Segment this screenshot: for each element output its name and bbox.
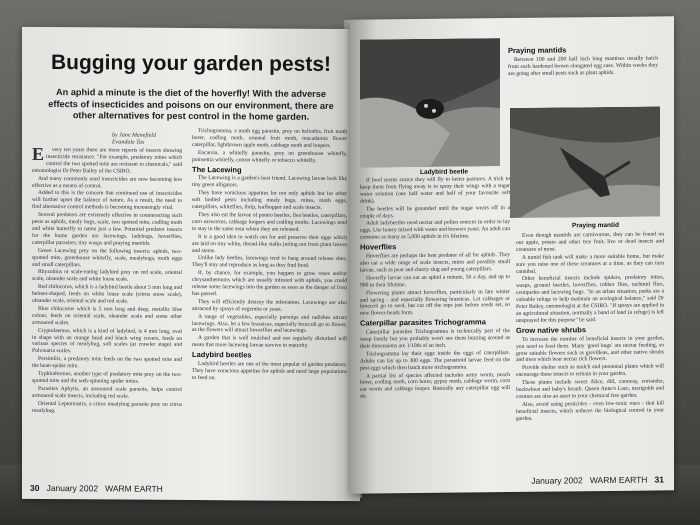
paragraph: To increase the number of beneficial insects in your garden, you need to feed them. Many 'good bugs' are nectar feeding, so grow suitable flowers such as grevilleas, and other native shrubs and trees which bear nectar rich flowers. — [516, 335, 664, 364]
footer-page-number: 30 — [30, 482, 40, 493]
paragraph: They also eat the larvae of potato beetles, flea beetles, caterpillars, corn earworms, cabbage loopers and codling moths. Lacewings tend to stay in the same area where they are released. — [192, 212, 347, 233]
paragraph: Adult ladybeetles need nectar and pollen sources in order to lay eggs. Use honey mixed with water and brewers yeast. An adult can consume as many as 5,000 aphids in it's lifetime. — [360, 219, 510, 241]
paragraph: A range of vegetables, especially parsnips and radishes attract lacewings. Also, let a few brassicas, especially broccoli go to flower, as the flowers will attract hoverflies and lacewings. — [192, 313, 347, 335]
paragraph: Green Lacewing prey on the following insects: aphids, two-spotted mite, greenhouse whitefly, scale, mealybugs, moth eggs and small caterpillars. — [32, 247, 182, 268]
paragraph: Persimilis, a predatory mite feeds on the two spotted mite and the bean spider mite. — [32, 356, 182, 370]
heading-hoverflies: Hoverflies — [360, 242, 397, 252]
ladybird-beetle-photo — [360, 38, 500, 167]
paragraph: very ten years there are more reports of insects showing insecticide resistance. "For example, predatory mites which control the two spotted mite are resistant to chemicals," said entomologist Dr Peter Bailey of the CSIRO. — [32, 147, 182, 175]
paragraph: It is a good idea to watch out for and preserve their eggs which are laid on tiny white, thread-like stalks jutting out from plant leaves and stems. — [192, 233, 347, 254]
heading-praying-mantids: Praying mantids — [508, 45, 567, 56]
heading-grow-native-shrubs: Grow native shrubs — [516, 325, 587, 335]
paragraph: If, by chance, for example, you happen to grow roses and/or chrysanthemums which are usually infested with aphids, you could release some lacewings into the garden as soon as the danger of frost has passed. — [192, 270, 347, 298]
paragraph: If food seems scarce they will fly to better pastures. A trick to keep them from flying away is to spray their wings with a sugar water solution (one half water and half of your favourite soft drink). — [360, 176, 510, 205]
paragraph: Blue chilocorus which is 5 mm long and deep, metallic blue colour, feeds on oriental scale, oleander scale and some other armoured scales. — [32, 305, 182, 326]
article-deck: An aphid a minute is the diet of the hoverfly! With the adverse effects of insecticides and poisons on our environment, there are other alternatives for pest control in the home garden. — [48, 87, 334, 122]
paragraph: The Lacewing is a garden's best friend. Lacewing larvae look like tiny green alligators. — [192, 175, 347, 189]
article-title: Bugging your garden pests! — [50, 51, 331, 76]
paragraph: Parasites Aphytis, an armoured scale parasite, helps control armoured scale insects, including red scale. — [32, 385, 182, 400]
left-column-1: E very ten years there are more reports of insects showing insecticide resistance. "For example, predatory mites which control the two spotted mite are resistant to chemicals," said entomologist Dr Peter Bailey of the CSIRO. And many commonly used insecticides are now becoming less effective as a means of control. Added to this is the concern that continued use of insecticides will further upset the balance of nature. As a result, the need to find alternative control methods is becoming increasingly vital. Several predators are extremely effective in counteracting such pests as aphids, mealy bugs, scale, two spotted mite, codling moth and white butterfly to name just a few. Potential predator insects for the home garden are lacewings, ladybugs, hoverflies, caterpillar parasites, tiny wasps and praying mantids. Green Lacewing prey on the following insects: aphids, two-spotted mite, greenhouse whitefly, scale, mealybugs, moth eggs and small caterpillars. Rhyzobius or scale-eating ladybird prey on red scale, oriental scale, oleander scale and white louse scale. Red chilocorus, which is a ladybird beetle about 5 mm long and helmet-shaped, feeds on white louse scale (citrus snow scale), oleander scale, oriental scale and red scale. Blue chilocorus which is 5 mm long and deep, metallic blue colour, feeds on oriental scale, oleander scale and some other armoured scales. Cryptolaemus, which is a kind of ladybird, is 4 mm long, oval in shape with an orange head and black wing covers, feeds on various species of mealybug, soft scales (at crawler stage) and Pulvinaria scales. Persimilis, a predatory mite feeds on the two spotted mite and the bean spider mite. Typhlodromus, another type of predatory mite prey on the two-spotted mite and the web-spinning spider mites. Parasites Aphytis, an armoured scale parasite, helps control armoured scale insects, including red scale. Oriental Leptomastix, a citrus mealybug parasite prey on citrus mealybug. — [32, 143, 182, 414]
footer-date: January 2002 — [531, 475, 583, 486]
paragraph: Trichogramma lay their eggs inside the eggs of caterpillars. Adults can lay up to 300 eggs. The parasitoid larvae feed on the pest eggs which then hatch more trichogramma. — [360, 349, 510, 372]
byline-author: by Jane Menefield — [112, 132, 156, 139]
paragraph: The beetles will be grounded until the sugar wears off in a couple of days. — [360, 204, 510, 220]
paragraph: And many commonly used insecticides are now becoming less effective as a means of control. — [32, 175, 182, 189]
paragraph: A garden that is well mulched and not regularly disturbed will mean that more lacewing larvae survive to maturity. — [192, 335, 347, 350]
heading-lacewing: The Lacewing — [192, 164, 242, 174]
paragraph: A partial list of species affected includes army worm, peach borer, codling moth, corn borer, gypsy moth, cabbage worm, corn ear worm and cabbage looper. Basically any caterpillar egg will do. — [360, 371, 510, 400]
caption-ladybird-beetle: Ladybird beetle — [420, 168, 469, 176]
paragraph: Red chilocorus, which is a ladybird beetle about 5 mm long and helmet-shaped, feeds on white louse scale (citrus snow scale), oleander scale, oriental scale and red scale. — [32, 284, 182, 305]
paragraph: Encarsia, a whitefly parasite, prey on greenhouse whitefly, poinsettia whitefly, cotton whitefly or tobacco whitefly. — [192, 149, 347, 164]
paragraph: Hoverflies are perhaps the best predator of all for aphids. They also eat a wide range of scale insects, mites and possibly small larvae, such as pear and cherry slug and young caterpillars. — [360, 252, 510, 274]
paragraph: These plants include sweet Alice, dill, caraway, coriander, buckwheat and baby's breath. Queen Anne's Lace, marigolds and cosmos are also an asset to your chemical free garden. — [516, 378, 664, 400]
left-page — [22, 27, 360, 501]
paragraph: Unlike lady beetles, lacewings tend to hang around release sites. They'll stay and reproduce as long as they find food. — [192, 255, 347, 270]
footer-magazine: WARM EARTH — [105, 483, 163, 494]
paragraph: Typhlodromus, another type of predatory mite prey on the two-spotted mite and the web-spinning spider mites. — [32, 371, 182, 385]
right-column-1 — [360, 176, 510, 472]
paragraph: Also, avoid using pesticides - even low-toxic ones - that kill beneficial insects, which reduces the biological control in your garden. — [516, 400, 664, 422]
footer-magazine: WARM EARTH — [589, 474, 648, 486]
byline — [112, 132, 156, 146]
paragraph: Even though mantids are carnivorous, they can be found on our apple, potato and other tree fruit, live or dead insects and creatures of most. — [516, 231, 664, 253]
paragraph: Other beneficial insects include spiders, predatory mites, wasps, ground beetles, hoverflies, robber flies, tachinid flies, centipedes and lacewing bugs. "In an urban situation, parks are a valuable refuge to help maintain an ecological balance," said Dr Peter Bailey, entomologist at the CSIRO. "If sprays are applied in an agricultural situation, normally a band of land (a refuge) is left unsprayed for this purpose" he said. — [516, 274, 664, 324]
paragraph: Cryptolaemus, which is a kind of ladybird, is 4 mm long, oval in shape with an orange head and black wing covers, feeds on various species of mealybug, soft scales (at crawler stage) and Pulvinaria scales. — [32, 327, 182, 355]
mantid-text: Between 100 and 200 half inch long mantises usually hatch from each hardened brown elongated egg case. Within weeks they are going after small pests such as plant aphids. — [508, 55, 658, 77]
paragraph: Flowering plants attract hoverflies, particularly in late winter and spring - and especially flowering brassicas. Let cabbages or broccoli go to seed, but cut off the tops just before seeds set, so new flower-heads form. — [360, 288, 510, 317]
footer-page-number: 31 — [654, 474, 664, 485]
right-column-2 — [516, 231, 664, 473]
paragraph: They have voracious appetites for not only aphids but for other soft bodied pests including mealy bugs, mites, moth eggs, caterpillars, whiteflies, thrip, leafhopper and scale insects. — [192, 190, 347, 211]
paragraph: Trichogramma, a moth egg parasite, prey on heliothis, fruit moth borer, codling moth, oriental fruit moth, macadamia flower caterpillar, lightbrown apple moth, cabbage moth and loopers. — [192, 128, 347, 149]
paragraph: Caterpillar parasites Trichogramma is technically part of the wasp family but you probably won't see them buzzing around as their dimensions are 1/10th of an inch. — [360, 328, 510, 350]
paragraph: Ladybird beetles are one of the most popular of garden predators. They have voracious appetites for aphids and need large populations to feed on. — [192, 361, 347, 382]
paragraph: Hoverfly larvae can eat an aphid a minute, 50 a day, and up to 900 in their lifetime. — [360, 273, 510, 289]
paragraph: Provide shelter such as mulch and perennial plants which will encourage these insects to remain in your garden. — [516, 363, 664, 379]
heading-caterpillar-parasites: Caterpillar parasites Trichogramma — [360, 317, 486, 328]
right-page — [350, 16, 674, 493]
byline-place: Evandale Tas — [112, 139, 145, 146]
right-footer — [531, 474, 664, 485]
praying-mantid-photo — [510, 106, 660, 218]
paragraph: They will efficiently destroy the infestation. Lacewings are also attracted by sprays of vegemite or yeast. — [192, 298, 347, 313]
paragraph: Added to this is the concern that continued use of insecticides will further upset the balance of nature. As a result, the need to find alternative control methods is becoming increasingly vital. — [32, 190, 182, 212]
paragraph: A tumid fish tank will make a more suitable home, but make sure you raise one of these creatures at a time, as they can turn cannibal. — [516, 253, 664, 275]
paragraph: Rhyzobius or scale-eating ladybird prey on red scale, oriental scale, oleander scale and white louse scale. — [32, 269, 182, 283]
mantid-box — [508, 46, 658, 108]
left-column-2 — [192, 128, 347, 481]
caption-praying-mantid: Praying mantid — [572, 221, 619, 230]
paragraph: Oriental Leptomastix, a citrus mealybug parasite prey on citrus mealybug. — [32, 400, 182, 414]
left-footer — [30, 483, 163, 494]
heading-ladybird: Ladybird beetles — [192, 350, 252, 360]
paragraph: Several predators are extremely effective in counteracting such pests as aphids, mealy bugs, scale, two spotted mite, codling moth and white butterfly to name just a few. Potential predator insects for the home garden are lacewings, ladybugs, hoverflies, caterpillar parasites, tiny wasps and praying mantids. — [32, 212, 182, 247]
footer-date: January 2002 — [46, 482, 99, 494]
